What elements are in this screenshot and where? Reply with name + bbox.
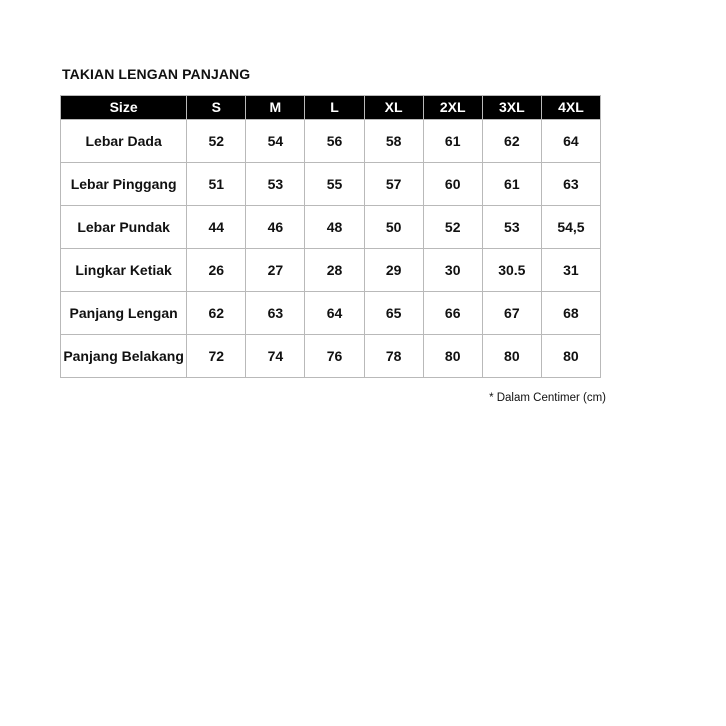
- table-cell: 26: [187, 249, 246, 292]
- table-cell: 63: [246, 292, 305, 335]
- table-cell: 68: [541, 292, 600, 335]
- table-cell: 44: [187, 206, 246, 249]
- table-row: [61, 335, 601, 378]
- table-cell: 61: [423, 120, 482, 163]
- table-cell: 50: [364, 206, 423, 249]
- table-cell: 30: [423, 249, 482, 292]
- table-row: [61, 206, 601, 249]
- table-cell: 66: [423, 292, 482, 335]
- table-cell: 58: [364, 120, 423, 163]
- row-label: Lebar Pundak: [61, 206, 187, 249]
- header-cell-m: M: [246, 96, 305, 120]
- table-cell: 55: [305, 163, 364, 206]
- table-cell: 31: [541, 249, 600, 292]
- table-cell: 54,5: [541, 206, 600, 249]
- table-cell: 80: [541, 335, 600, 378]
- header-cell-xl: XL: [364, 96, 423, 120]
- table-cell: 54: [246, 120, 305, 163]
- table-cell: 62: [187, 292, 246, 335]
- table-cell: 62: [482, 120, 541, 163]
- table-cell: 53: [246, 163, 305, 206]
- table-cell: 52: [423, 206, 482, 249]
- table-cell: 60: [423, 163, 482, 206]
- table-cell: 63: [541, 163, 600, 206]
- header-cell-2xl: 2XL: [423, 96, 482, 120]
- table-cell: 61: [482, 163, 541, 206]
- header-cell-4xl: 4XL: [541, 96, 600, 120]
- row-label: Lebar Dada: [61, 120, 187, 163]
- header-cell-l: L: [305, 96, 364, 120]
- header-cell-s: S: [187, 96, 246, 120]
- table-cell: 30.5: [482, 249, 541, 292]
- table-row: [61, 292, 601, 335]
- row-label: Panjang Belakang: [61, 335, 187, 378]
- table-cell: 57: [364, 163, 423, 206]
- table-cell: 67: [482, 292, 541, 335]
- table-row: [61, 163, 601, 206]
- table-cell: 80: [482, 335, 541, 378]
- page-title: TAKIAN LENGAN PANJANG: [62, 66, 251, 82]
- table-cell: 56: [305, 120, 364, 163]
- table-cell: 51: [187, 163, 246, 206]
- table-cell: 28: [305, 249, 364, 292]
- table-cell: 52: [187, 120, 246, 163]
- table-cell: 78: [364, 335, 423, 378]
- table-cell: 74: [246, 335, 305, 378]
- table-cell: 27: [246, 249, 305, 292]
- row-label: Panjang Lengan: [61, 292, 187, 335]
- table-cell: 80: [423, 335, 482, 378]
- table-cell: 29: [364, 249, 423, 292]
- table-cell: 46: [246, 206, 305, 249]
- table-cell: 76: [305, 335, 364, 378]
- row-label: Lingkar Ketiak: [61, 249, 187, 292]
- table-row: [61, 120, 601, 163]
- table-cell: 72: [187, 335, 246, 378]
- table-header-row: [61, 96, 601, 120]
- size-chart-table: [60, 95, 601, 378]
- header-cell-3xl: 3XL: [482, 96, 541, 120]
- unit-footnote: * Dalam Centimer (cm): [489, 392, 606, 404]
- header-cell-size: Size: [61, 96, 187, 120]
- table-cell: 64: [305, 292, 364, 335]
- table-cell: 65: [364, 292, 423, 335]
- row-label: Lebar Pinggang: [61, 163, 187, 206]
- table-cell: 53: [482, 206, 541, 249]
- table-row: [61, 249, 601, 292]
- table-cell: 48: [305, 206, 364, 249]
- table-cell: 64: [541, 120, 600, 163]
